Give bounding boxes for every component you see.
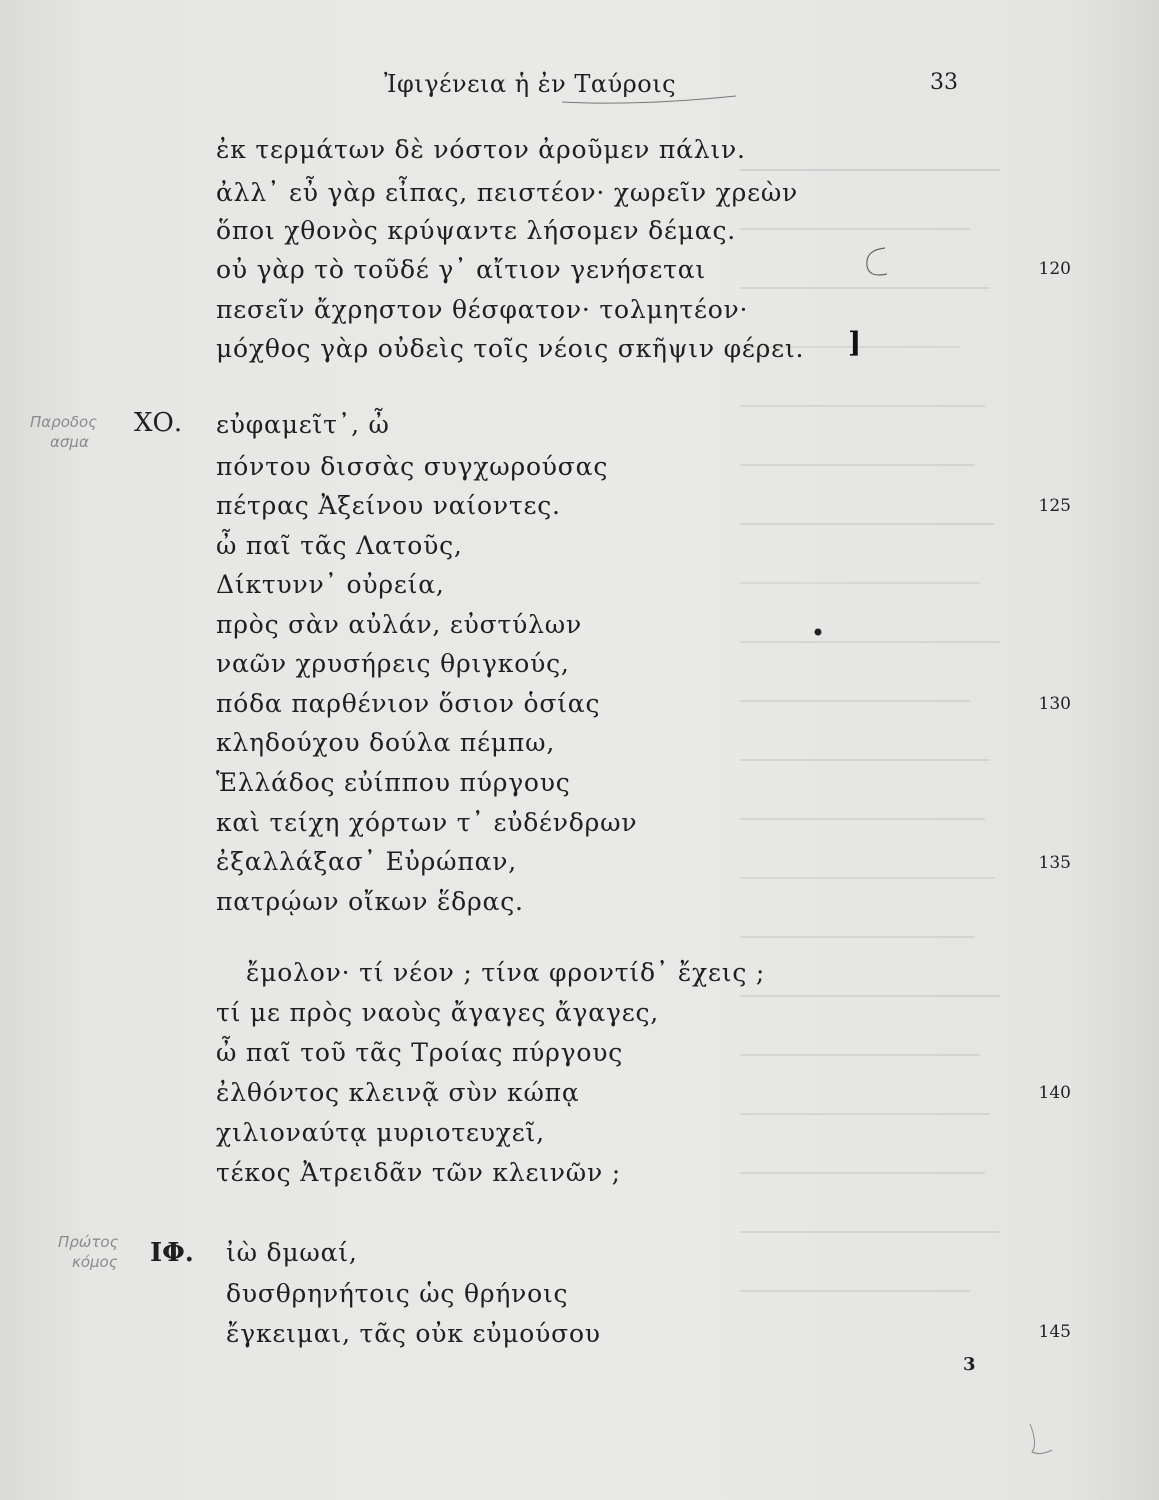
verse-line: οὐ γὰρ τὸ τοῦδέ γ᾽ αἴτιον γενήσεται	[216, 255, 707, 284]
verse-line: τέκος Ἀτρειδᾶν τῶν κλεινῶν ;	[216, 1158, 621, 1187]
verse-line: μόχθος γὰρ οὐδεὶς τοῖς νέοις σκῆψιν φέρει.	[216, 334, 805, 363]
verse-line: ἐξαλλάξασ᾽ Εὐρώπαν,	[216, 847, 517, 876]
verse-line: ὦ παῖ τοῦ τᾶς Τροίας πύργους	[216, 1038, 624, 1067]
speaker-label-chorus: ΧΟ.	[134, 408, 183, 438]
verse-line: καὶ τείχη χόρτων τ᾽ εὐδένδρων	[216, 808, 638, 837]
title-underline-mark	[560, 92, 740, 106]
line-number: 125	[1038, 496, 1071, 516]
verse-line: δυσθρηνήτοις ὡς θρήνοις	[226, 1279, 569, 1308]
verse-line: πόδα παρθένιον ὅσιον ὁσίας	[216, 689, 601, 718]
verse-line: ἀλλ᾽ εὖ γὰρ εἶπας, πειστέον· χωρεῖν χρεὼν	[216, 178, 799, 207]
line-number: 140	[1038, 1083, 1071, 1103]
signature-mark: 3	[963, 1354, 976, 1375]
verse-line: εὐφαμεῖτ᾽, ὦ	[216, 410, 390, 439]
verse-line: πατρῴων οἴκων ἕδρας.	[216, 887, 524, 916]
verse-line: τί με πρὸς ναοὺς ἄγαγες ἄγαγες,	[216, 998, 660, 1027]
verse-line: Δίκτυνν᾽ οὐρεία,	[216, 570, 445, 599]
verse-line: πεσεῖν ἄχρηστον θέσφατον· τολμητέον·	[216, 295, 749, 324]
verse-line: πρὸς σὰν αὐλάν, εὐστύλων	[216, 610, 582, 639]
verse-line: ἐκ τερμάτων δὲ νόστον ἀροῦμεν πάλιν.	[216, 135, 746, 164]
pencil-mark	[855, 244, 895, 284]
verse-line: ὦ παῖ τᾶς Λατοῦς,	[216, 531, 463, 560]
verse-line: ἔμολον· τί νέον ; τίνα φροντίδ᾽ ἔχεις ;	[246, 958, 766, 987]
ink-dot	[812, 626, 824, 638]
line-number: 130	[1038, 694, 1071, 714]
verse-line: ἔγκειμαι, τᾶς οὐκ εὐμούσου	[226, 1319, 601, 1348]
pencil-mark	[1020, 1420, 1060, 1460]
closing-bracket-mark: ]	[848, 326, 862, 359]
verse-line: πέτρας Ἀξείνου ναίοντες.	[216, 491, 561, 520]
running-title: Ἰφιγένεια ἡ ἐν Ταύροις	[384, 70, 677, 98]
verse-line: πόντου δισσὰς συγχωρούσας	[216, 452, 609, 481]
verse-line: χιλιοναύτᾳ μυριοτευχεῖ,	[216, 1118, 545, 1147]
verse-line: ὅποι χθονὸς κρύψαντε λήσομεν δέμας.	[216, 216, 737, 245]
line-number: 145	[1038, 1322, 1071, 1342]
margin-note-protos: Πρώτος κόμος	[58, 1233, 119, 1271]
verse-line: ἐλθόντος κλεινᾷ σὺν κώπᾳ	[216, 1078, 580, 1107]
verse-line: κληδούχου δούλα πέμπω,	[216, 728, 556, 757]
line-number: 135	[1038, 853, 1071, 873]
verse-line: ἰὼ δμωαί,	[226, 1238, 358, 1267]
page-number: 33	[930, 70, 958, 95]
speaker-label-iphigenia: ΙΦ.	[150, 1238, 194, 1268]
verse-line: ναῶν χρυσήρεις θριγκούς,	[216, 649, 570, 678]
bleed-through-text	[740, 130, 1040, 1340]
verse-line: Ἑλλάδος εὐίππου πύργους	[216, 768, 571, 797]
line-number: 120	[1038, 259, 1071, 279]
margin-note-parodos: Παροδος ασμα	[30, 413, 98, 451]
